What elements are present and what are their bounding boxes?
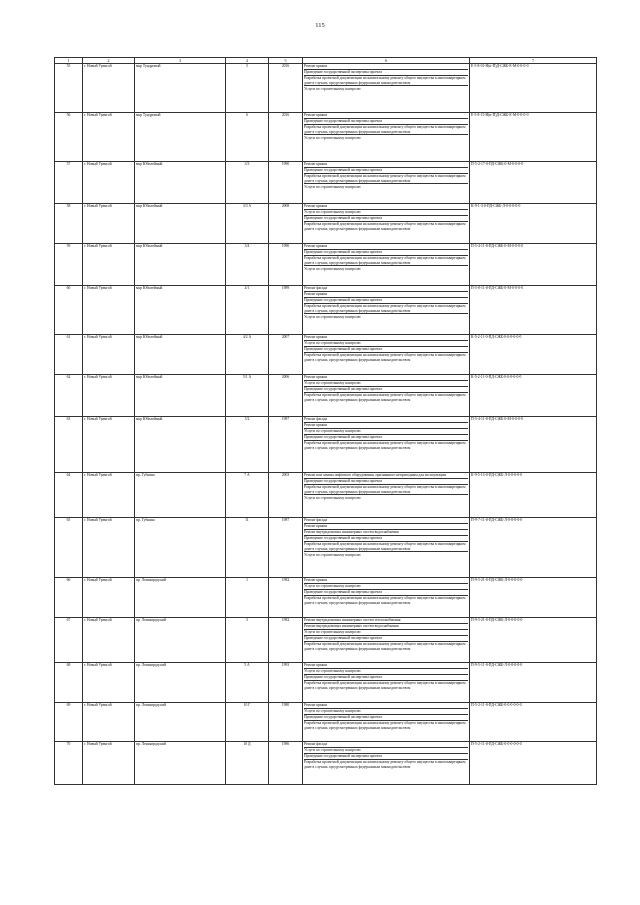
- work-item: Ремонт крыши: [304, 703, 468, 709]
- row-number-cell: 70: [55, 742, 83, 785]
- code-cell: П-5-4-11-0-ПД-СЖБ-0-М-0-0-0-0: [470, 417, 597, 473]
- table-row: [55, 204, 597, 244]
- row-number-cell: 57: [55, 162, 83, 204]
- work-item: Разработка проектной документации на капитальному ремонту общего имущества в многоквартирном доме в случаях, предусмотренных федеральным законодательством: [304, 353, 466, 362]
- house-cell: 4/2 А: [226, 335, 269, 375]
- header-cell: 5: [269, 58, 303, 64]
- row-number-cell: 60: [55, 286, 83, 335]
- table-row: [55, 703, 597, 742]
- work-item: Ремонт крыши: [304, 578, 468, 584]
- work-item: Услуги по строительному контролю: [304, 630, 468, 636]
- table-body: [55, 64, 597, 785]
- work-item: Проведение государственной экспертизы проекта: [304, 590, 468, 596]
- work-item: Ремонт крыши: [304, 244, 468, 250]
- works-cell: [303, 64, 470, 113]
- street-cell: мкр Юбилейный: [135, 335, 226, 375]
- house-cell: 7 А: [226, 473, 269, 518]
- city-cell: г. Новый Уренгой: [83, 663, 135, 703]
- street-cell: мкр Тундровый: [135, 64, 226, 113]
- street-cell: пр. Ленинградский: [135, 618, 226, 663]
- street-cell: пр. Ленинградский: [135, 742, 226, 785]
- work-item: Проведение государственной экспертизы проекта: [304, 435, 468, 441]
- year-cell: 1987: [269, 518, 303, 578]
- year-cell: 1986: [269, 742, 303, 785]
- works-cell: [303, 663, 470, 703]
- house-cell: 3/3: [226, 162, 269, 204]
- work-item: Услуги по строительному контролю: [304, 495, 361, 500]
- house-cell: 11: [226, 518, 269, 578]
- work-item: Разработка проектной документации на капитальному ремонту общего имущества в многоквартирном доме в случаях, предусмотренных федеральным законодательством: [304, 721, 466, 730]
- year-cell: 1982: [269, 618, 303, 663]
- city-cell: г. Новый Уренгой: [83, 64, 135, 113]
- repair-schedule-table: [54, 57, 597, 785]
- work-item: Разработка проектной документации на капитальному ремонту общего имущества в многоквартирном доме в случаях, предусмотренных федеральным законодательством: [304, 125, 468, 135]
- city-cell: г. Новый Уренгой: [83, 618, 135, 663]
- header-cell: 2: [83, 58, 135, 64]
- city-cell: г. Новый Уренгой: [83, 473, 135, 518]
- code-cell: Е-5-8-01-Н(и-П)Д-СЖБ-Е-М-0-0-0-0: [470, 64, 597, 113]
- work-item: Ремонт внутридомовых инженерных систем водоснабжения: [304, 530, 468, 536]
- street-cell: мкр Юбилейный: [135, 417, 226, 473]
- code-cell: К-5-2-11-0-ПД-СЖБ-0-0-0-0-0-0: [470, 375, 597, 417]
- house-cell: 3/4: [226, 244, 269, 286]
- page-number: 115: [315, 22, 325, 29]
- work-item: Проведение государственной экспертизы проекта: [304, 479, 468, 485]
- works-cell: [303, 473, 470, 518]
- city-cell: г. Новый Уренгой: [83, 113, 135, 162]
- row-number-cell: 59: [55, 244, 83, 286]
- year-cell: 1989: [269, 286, 303, 335]
- work-item: Ремонт крыши: [304, 663, 468, 669]
- house-cell: 1: [226, 578, 269, 618]
- work-item: Проведение государственной экспертизы проекта: [304, 536, 468, 542]
- street-cell: мкр Юбилейный: [135, 162, 226, 204]
- header-cell: 1: [55, 58, 83, 64]
- work-item: Услуги по строительному контролю: [304, 669, 468, 675]
- work-item: Проведение государственной экспертизы проекта: [304, 298, 468, 304]
- work-item: Разработка проектной документации на капитальному ремонту общего имущества в многоквартирном доме в случаях, предусмотренных федеральным законодательством: [304, 256, 468, 266]
- street-cell: пр. Ленинградский: [135, 578, 226, 618]
- work-item: Разработка проектной документации на капитальному ремонту общего имущества в многоквартирном доме в случаях, предусмотренных федеральным законодательством: [304, 222, 466, 231]
- row-number-cell: 63: [55, 417, 83, 473]
- house-cell: 4/1: [226, 286, 269, 335]
- street-cell: мкр Юбилейный: [135, 204, 226, 244]
- street-cell: пр. Ленинградский: [135, 703, 226, 742]
- works-cell: [303, 162, 470, 204]
- code-cell: П-5-2-11-0-ПД-СЖБ-0-0-0-0-0-0: [470, 703, 597, 742]
- works-cell: [303, 578, 470, 618]
- work-item: Услуги по строительному контролю: [304, 341, 468, 347]
- work-item: Услуги по строительному контролю: [304, 748, 468, 754]
- table-row: [55, 335, 597, 375]
- table-row: [55, 162, 597, 204]
- year-cell: 1980: [269, 703, 303, 742]
- work-item: Ремонт крыши: [304, 375, 468, 381]
- city-cell: г. Новый Уренгой: [83, 204, 135, 244]
- year-cell: 2008: [269, 204, 303, 244]
- year-cell: 2016: [269, 64, 303, 113]
- work-item: Услуги по строительному контролю: [304, 381, 468, 387]
- year-cell: 2006: [269, 375, 303, 417]
- work-item: Ремонт крыши: [304, 64, 468, 70]
- city-cell: г. Новый Уренгой: [83, 703, 135, 742]
- work-item: Проведение государственной экспертизы проекта: [304, 250, 468, 256]
- works-cell: [303, 742, 470, 785]
- header-cell: 4: [226, 58, 269, 64]
- work-item: Услуги по строительному контролю: [304, 709, 468, 715]
- city-cell: г. Новый Уренгой: [83, 162, 135, 204]
- work-item: Ремонт внутридомовых инженерных систем теплоснабжения: [304, 618, 468, 624]
- row-number-cell: 67: [55, 618, 83, 663]
- work-item: Разработка проектной документации на капитальному ремонту общего имущества в многоквартирном доме в случаях, предусмотренных федеральным законодательством: [304, 681, 466, 690]
- street-cell: пр. Губкина: [135, 473, 226, 518]
- city-cell: г. Новый Уренгой: [83, 335, 135, 375]
- works-cell: [303, 244, 470, 286]
- work-item: Услуги по строительному контролю: [304, 266, 361, 271]
- work-item: Ремонт крыши: [304, 423, 468, 429]
- work-item: Проведение государственной экспертизы проекта: [304, 70, 468, 76]
- work-item: Разработка проектной документации на капитальному ремонту общего имущества в многоквартирном доме в случаях, предусмотренных федеральным законодательством: [304, 485, 468, 495]
- city-cell: г. Новый Уренгой: [83, 375, 135, 417]
- city-cell: г. Новый Уренгой: [83, 578, 135, 618]
- table-row: [55, 618, 597, 663]
- work-item: Разработка проектной документации на капитальному ремонту общего имущества в многоквартирном доме в случаях, предусмотренных федеральным законодательством: [304, 76, 468, 86]
- work-item: Разработка проектной документации на капитальному ремонту общего имущества в многоквартирном доме в случаях, предусмотренных федеральным законодательством: [304, 393, 466, 402]
- house-cell: 5/2: [226, 417, 269, 473]
- work-item: Проведение государственной экспертизы проекта: [304, 675, 468, 681]
- code-cell: П-5-8-11-0-ПД-СЖБ-0-М-0-0-0-0: [470, 286, 597, 335]
- work-item: Услуги по строительному контролю: [304, 584, 468, 590]
- table-row: [55, 417, 597, 473]
- street-cell: мкр Юбилейный: [135, 286, 226, 335]
- work-item: Услуги по строительному контролю: [304, 86, 361, 91]
- work-item: Услуги по строительному контролю: [304, 552, 361, 557]
- work-item: Проведение государственной экспертизы проекта: [304, 754, 468, 760]
- house-cell: 5: [226, 64, 269, 113]
- code-cell: П-5-2-17-0-ПД-СЖБ-0-М-0-0-0-0: [470, 162, 597, 204]
- year-cell: 1990: [269, 162, 303, 204]
- street-cell: мкр Юбилейный: [135, 244, 226, 286]
- street-cell: пр. Губкина: [135, 518, 226, 578]
- year-cell: 2016: [269, 113, 303, 162]
- header-cell: 6: [303, 58, 470, 64]
- work-item: Ремонт крыши: [304, 524, 468, 530]
- works-cell: [303, 335, 470, 375]
- house-cell: 5 А: [226, 663, 269, 703]
- works-cell: [303, 375, 470, 417]
- work-item: Ремонт крыши: [304, 335, 468, 341]
- row-number-cell: 64: [55, 473, 83, 518]
- work-item: Разработка проектной документации на капитальному ремонту общего имущества в многоквартирном доме в случаях, предусмотренных федеральным законодательством: [304, 174, 468, 184]
- works-cell: [303, 113, 470, 162]
- house-cell: 5/1 А: [226, 375, 269, 417]
- street-cell: мкр Юбилейный: [135, 375, 226, 417]
- work-item: Ремонт крыши: [304, 113, 468, 119]
- work-item: Ремонт крыши: [304, 292, 468, 298]
- work-item: Разработка проектной документации на капитальному ремонту общего имущества в многоквартирном доме в случаях, предусмотренных федеральным законодательством: [304, 441, 466, 450]
- code-cell: К-9-1-3-0-ПД-СЖБ-Л-0-0-0-0-0: [470, 204, 597, 244]
- work-item: Проведение государственной экспертизы проекта: [304, 168, 468, 174]
- works-cell: [303, 286, 470, 335]
- work-item: Разработка проектной документации на капитальному ремонту общего имущества в многоквартирном доме в случаях, предусмотренных федеральным законодательством: [304, 642, 466, 651]
- code-cell: К-9-5-13-0-ПД-СЖБ-Л-0-0-0-0-0: [470, 473, 597, 518]
- work-item: Проведение государственной экспертизы проекта: [304, 715, 468, 721]
- year-cell: 2003: [269, 473, 303, 518]
- house-cell: 3/3 А: [226, 204, 269, 244]
- works-cell: [303, 518, 470, 578]
- work-item: Разработка проектной документации на капитальному ремонту общего имущества в многоквартирном доме в случаях, предусмотренных федеральным законодательством: [304, 542, 468, 552]
- row-number-cell: 65: [55, 518, 83, 578]
- work-item: Проведение государственной экспертизы проекта: [304, 387, 468, 393]
- year-cell: 1990: [269, 244, 303, 286]
- header-cell: 3: [135, 58, 226, 64]
- work-item: Ремонт фасада: [304, 518, 468, 524]
- work-item: Проведение государственной экспертизы проекта: [304, 119, 468, 125]
- street-cell: мкр Тундровый: [135, 113, 226, 162]
- table-row: [55, 518, 597, 578]
- header-cell: 7: [470, 58, 597, 64]
- house-cell: 10 Д: [226, 742, 269, 785]
- year-cell: 1993: [269, 663, 303, 703]
- row-number-cell: 68: [55, 663, 83, 703]
- work-item: Услуги по строительному контролю: [304, 429, 468, 435]
- table-row: [55, 473, 597, 518]
- row-number-cell: 55: [55, 64, 83, 113]
- code-cell: К-5-2-11-0-ПД-СЖБ-0-0-0-0-0-0: [470, 335, 597, 375]
- row-number-cell: 58: [55, 204, 83, 244]
- work-item: Проведение государственной экспертизы проекта: [304, 347, 468, 353]
- work-item: Проведение государственной экспертизы проекта: [304, 636, 468, 642]
- work-item: Услуги по строительному контролю: [304, 184, 361, 189]
- city-cell: г. Новый Уренгой: [83, 244, 135, 286]
- table-row: [55, 578, 597, 618]
- city-cell: г. Новый Уренгой: [83, 417, 135, 473]
- code-cell: П-9-5-21-0-ПД-СЖБ-Л-0-0-0-0-0: [470, 618, 597, 663]
- row-number-cell: 61: [55, 335, 83, 375]
- table-row: [55, 286, 597, 335]
- work-item: Услуги по строительному контролю: [304, 314, 361, 319]
- work-item: Ремонт крыши: [304, 204, 468, 210]
- city-cell: г. Новый Уренгой: [83, 286, 135, 335]
- year-cell: 1987: [269, 417, 303, 473]
- work-item: Услуги по строительному контролю: [304, 210, 468, 216]
- city-cell: г. Новый Уренгой: [83, 742, 135, 785]
- table-row: [55, 113, 597, 162]
- house-cell: 6: [226, 113, 269, 162]
- row-number-cell: 56: [55, 113, 83, 162]
- work-item: Ремонт крыши: [304, 162, 468, 168]
- code-cell: П-9-5-21-0-ПД-СЖБ-Л-0-0-0-0-0: [470, 578, 597, 618]
- table-row: [55, 663, 597, 703]
- house-cell: 10 Г: [226, 703, 269, 742]
- works-cell: [303, 703, 470, 742]
- work-item: Разработка проектной документации на капитальному ремонту общего имущества в многоквартирном доме в случаях, предусмотренных федеральным законодательством: [304, 304, 468, 314]
- row-number-cell: 66: [55, 578, 83, 618]
- work-item: Ремонт внутридомовых инженерных систем водоснабжения: [304, 624, 468, 630]
- work-item: Разработка проектной документации на капитальному ремонту общего имущества в многоквартирном доме в случаях, предусмотренных федеральным законодательством: [304, 596, 466, 605]
- code-cell: П-9-5-11-0-ПД-СЖБ-Л-0-0-0-0-0: [470, 663, 597, 703]
- house-cell: 3: [226, 618, 269, 663]
- work-item: Услуги по строительному контролю: [304, 135, 361, 140]
- work-item: Разработка проектной документации на капитальному ремонту общего имущества в многоквартирном доме в случаях, предусмотренных федеральным законодательством: [304, 760, 466, 769]
- year-cell: 2007: [269, 335, 303, 375]
- city-cell: г. Новый Уренгой: [83, 518, 135, 578]
- row-number-cell: 62: [55, 375, 83, 417]
- work-item: Проведение государственной экспертизы проекта: [304, 216, 468, 222]
- works-cell: [303, 417, 470, 473]
- work-item: Ремонт фасада: [304, 742, 468, 748]
- code-cell: П-5-2-11-0-ПД-СЖБ-0-0-0-0-0-0: [470, 742, 597, 785]
- code-cell: Е-5-8-15-Н(и-П)Д-СЖБ-Е-М-0-0-0-0: [470, 113, 597, 162]
- year-cell: 1982: [269, 578, 303, 618]
- table-row: [55, 375, 597, 417]
- works-cell: [303, 204, 470, 244]
- work-item: Ремонт фасада: [304, 286, 468, 292]
- works-cell: [303, 618, 470, 663]
- code-cell: П-5-4-11-0-ПД-СЖБ-0-М-0-0-0-0: [470, 244, 597, 286]
- row-number-cell: 69: [55, 703, 83, 742]
- work-item: Ремонт или замена лифтового оборудования, признанного непригодным для эксплуатации: [304, 473, 468, 479]
- table-row: [55, 244, 597, 286]
- table-row: [55, 64, 597, 113]
- work-item: Ремонт фасада: [304, 417, 468, 423]
- street-cell: пр. Ленинградский: [135, 663, 226, 703]
- code-cell: П-9-7-11-0-ПД-СЖБ-Л-0-0-0-0-0: [470, 518, 597, 578]
- table-row: [55, 742, 597, 785]
